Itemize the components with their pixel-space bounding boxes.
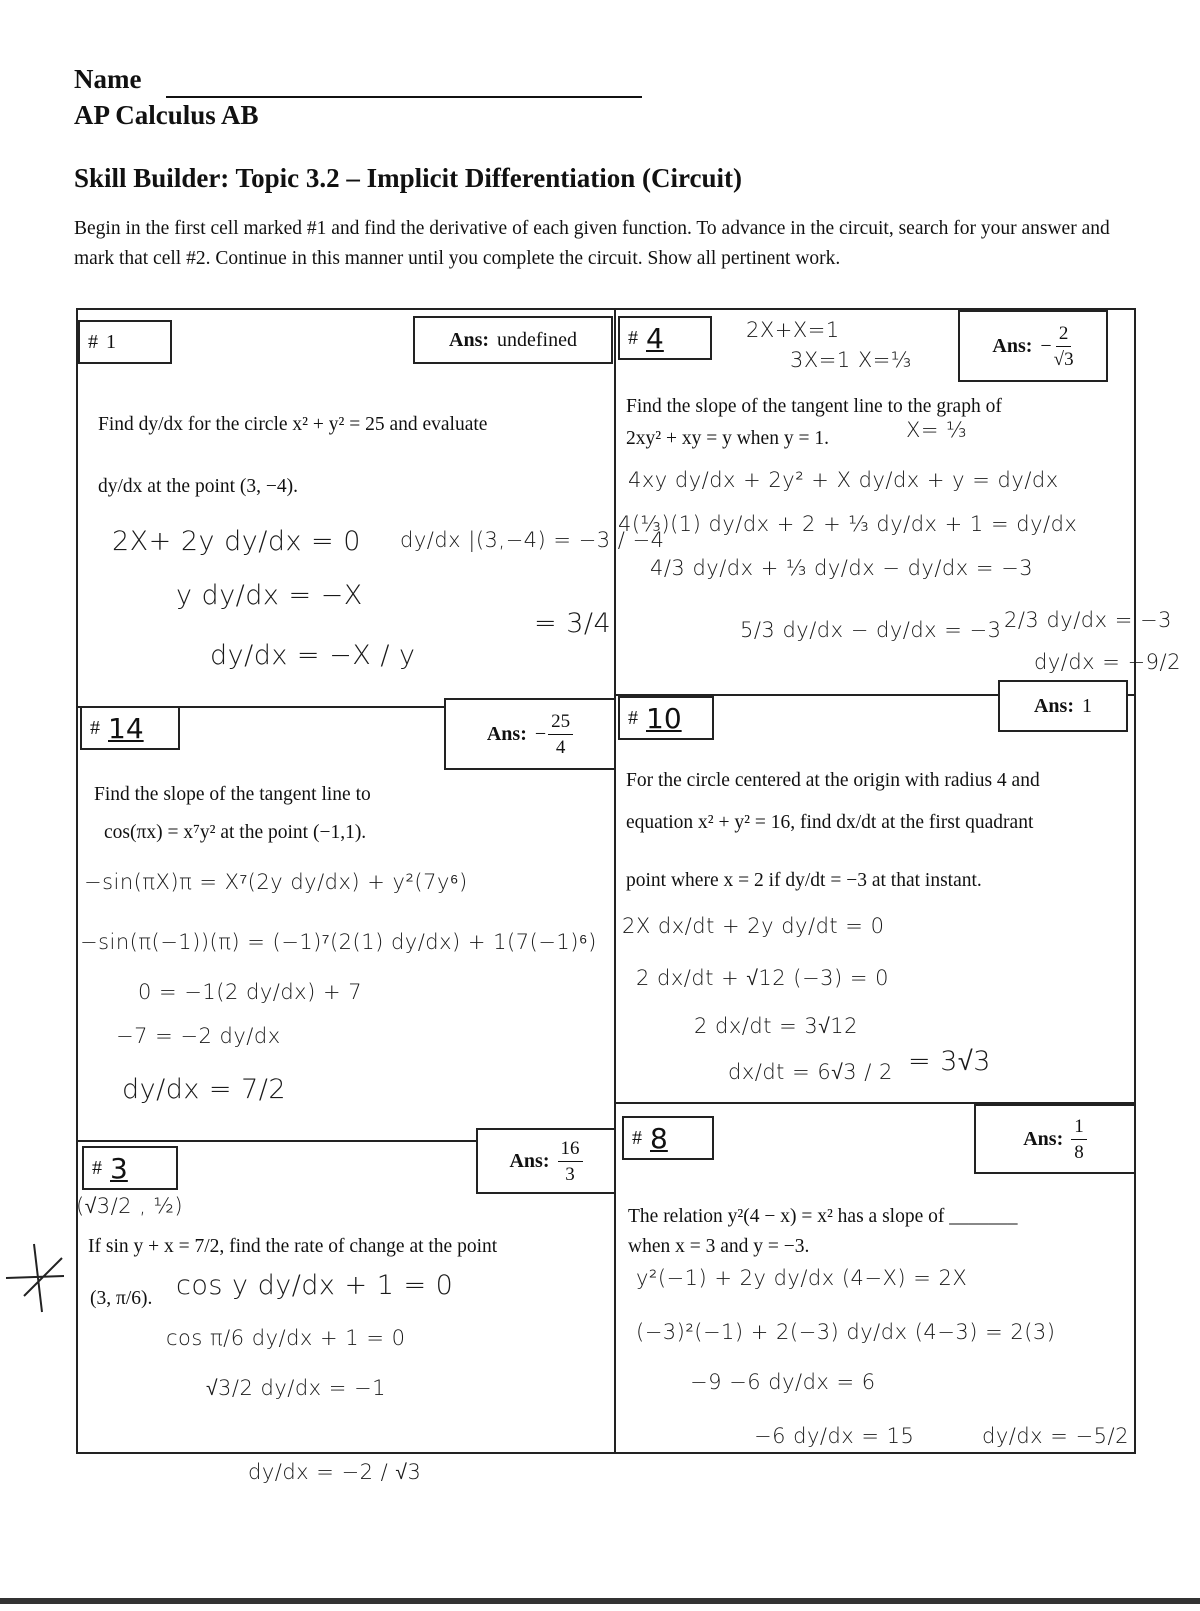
cell-4-note-3: X= ⅓ <box>906 418 968 442</box>
hash-sign: # <box>628 326 638 349</box>
cell-4-number <box>618 316 712 360</box>
cell-4-work-2: 4(⅓)(1) dy/dx + 2 + ⅓ dy/dx + 1 = dy/dx <box>618 512 1078 536</box>
ans-numerator: 25 <box>548 712 573 735</box>
cell-4-note-2: 3X=1 X=⅓ <box>790 348 912 372</box>
cell-10-work-3: 2 dx/dt = 3√12 <box>694 1014 858 1038</box>
ans-denominator: 8 <box>1074 1141 1084 1163</box>
cell-3-work-2: cos π/6 dy/dx + 1 = 0 <box>166 1326 406 1350</box>
cell-3-work-1: cos y dy/dx + 1 = 0 <box>176 1270 454 1301</box>
cell-4-problem-line1: Find the slope of the tangent line to the graph of <box>626 396 1002 417</box>
cell-14-work-5: dy/dx = 7/2 <box>122 1074 287 1105</box>
cell-number-value: 14 <box>108 711 144 745</box>
cell-4-work-5: 2/3 dy/dx = −3 <box>1004 608 1172 632</box>
cell-3-answer <box>476 1128 616 1194</box>
cell-1-work-1: 2X+ 2y dy/dx = 0 <box>112 526 361 557</box>
ans-value <box>1071 1117 1087 1162</box>
cell-14-work-2: −sin(π(−1))(π) = (−1)⁷(2(1) dy/dx) + 1(7(−1)⁶) <box>80 930 597 954</box>
cell-10-work-1: 2X dx/dt + 2y dy/dt = 0 <box>622 914 885 938</box>
ans-label: Ans: <box>992 334 1033 357</box>
cell-4-work-4: 5/3 dy/dx − dy/dx = −3 <box>740 618 1002 642</box>
cell-10-problem-line1: For the circle centered at the origin with radius 4 and <box>626 770 1040 791</box>
ans-denominator: 3 <box>565 1163 575 1185</box>
cell-number-value: 1 <box>106 330 116 353</box>
cell-1-work-3: dy/dx = −X / y <box>210 640 416 671</box>
cell-3-point: (3, π/6). <box>90 1288 153 1309</box>
cell-1-work-2: y dy/dx = −X <box>176 580 363 611</box>
hash-sign: # <box>628 706 638 729</box>
ans-denominator: √3 <box>1053 348 1074 370</box>
hash-sign: # <box>88 330 98 353</box>
ans-numerator: 16 <box>558 1139 583 1162</box>
cell-1-work-4: dy/dx |(3,−4) = −3 / −4 <box>400 528 665 552</box>
cell-4-answer <box>958 310 1108 382</box>
ans-value: − $\frac{2}{√3}$ <box>1040 322 1074 370</box>
worksheet-title: Skill Builder: Topic 3.2 – Implicit Differentiation (Circuit) <box>74 163 743 193</box>
cell-14-work-4: −7 = −2 dy/dx <box>116 1024 281 1048</box>
ans-denominator: 4 <box>555 736 566 758</box>
ans-value: undefined <box>497 328 577 351</box>
cell-4-work-3: 4/3 dy/dx + ⅓ dy/dx − dy/dx = −3 <box>650 556 1034 580</box>
cell-14-problem-line1: Find the slope of the tangent line to <box>94 784 371 805</box>
cell-14-work-3: 0 = −1(2 dy/dx) + 7 <box>138 980 363 1004</box>
course-title: AP Calculus AB <box>74 100 259 130</box>
cell-8-work-5: dy/dx = −5/2 <box>982 1424 1129 1448</box>
ans-value: 1 <box>1082 694 1092 717</box>
cell-14-problem-line2: cos(πx) = x⁷y² at the point (−1,1). <box>104 822 367 843</box>
cell-4-work-6: dy/dx = −9/2 <box>1034 650 1181 674</box>
ans-label: Ans: <box>486 722 527 745</box>
cell-10-number <box>618 696 714 740</box>
cell-8-problem-line2: when x = 3 and y = −3. <box>628 1236 810 1257</box>
cell-14-number <box>80 706 180 750</box>
cell-number-value: 3 <box>110 1151 128 1185</box>
ans-label: Ans: <box>449 328 490 351</box>
cell-4-work-1: 4xy dy/dx + 2y² + X dy/dx + y = dy/dx <box>628 468 1059 492</box>
cell-number-value: 10 <box>646 701 682 735</box>
cell-1-work-5: = 3/4 <box>534 608 612 639</box>
ans-label: Ans: <box>1023 1127 1064 1150</box>
cell-8-answer <box>974 1104 1136 1174</box>
cell-1-problem-line2: dy/dx at the point (3, −4). <box>98 476 299 497</box>
ans-value <box>558 1139 583 1184</box>
cell-4-problem-line2: 2xy² + xy = y when y = 1. <box>626 428 829 449</box>
cell-8-work-2: (−3)²(−1) + 2(−3) dy/dx (4−3) = 2(3) <box>636 1320 1056 1344</box>
cell-8-work-3: −9 −6 dy/dx = 6 <box>690 1370 876 1394</box>
cell-3-number <box>82 1146 178 1190</box>
cell-3-work-4: dy/dx = −2 / √3 <box>248 1460 422 1484</box>
cell-14-work-1: −sin(πX)π = X⁷(2y dy/dx) + y²(7y⁶) <box>84 870 468 894</box>
cell-1-problem-line1: Find dy/dx for the circle x² + y² = 25 and evaluate <box>98 414 488 435</box>
cell-3-problem-line1: If sin y + x = 7/2, find the rate of change at the point <box>88 1236 498 1257</box>
cell-10-problem-line3: point where x = 2 if dy/dt = −3 at that instant. <box>626 870 982 891</box>
ans-numerator: 1 <box>1071 1117 1087 1140</box>
ans-numerator: 2 <box>1056 324 1072 347</box>
cell-10-work-2: 2 dx/dt + √12 (−3) = 0 <box>636 966 889 990</box>
ans-value: − $\frac{25}{4}$ <box>535 712 573 757</box>
name-label: Name <box>74 64 142 94</box>
page-bottom-edge <box>0 1598 1200 1604</box>
cell-8-work-1: y²(−1) + 2y dy/dx (4−X) = 2X <box>636 1266 968 1290</box>
cell-3-note-1: (√3/2 , ½) <box>76 1194 184 1218</box>
cell-14-answer <box>444 698 616 770</box>
cell-1-number <box>78 320 172 364</box>
ans-label: Ans: <box>1033 694 1074 717</box>
checkmark-icon <box>4 1236 74 1316</box>
hash-sign: # <box>92 1156 102 1179</box>
grid-divider-vertical <box>614 308 616 1454</box>
cell-10-answer <box>998 680 1128 732</box>
cell-8-work-4: −6 dy/dx = 15 <box>754 1424 915 1448</box>
cell-8-problem-line1: The relation y²(4 − x) = x² has a slope of _______ <box>628 1206 1018 1227</box>
name-line <box>166 96 642 98</box>
hash-sign: # <box>90 716 100 739</box>
cell-10-work-4: dx/dt = 6√3 / 2 <box>728 1060 893 1084</box>
cell-number-value: 4 <box>646 321 664 355</box>
ans-label: Ans: <box>509 1149 550 1172</box>
cell-4-note-1: 2X+X=1 <box>746 318 840 342</box>
cell-10-work-5: = 3√3 <box>908 1046 991 1077</box>
hash-sign: # <box>632 1126 642 1149</box>
cell-3-work-3: √3/2 dy/dx = −1 <box>206 1376 386 1400</box>
cell-number-value: 8 <box>650 1121 668 1155</box>
cell-1-answer <box>413 316 613 364</box>
cell-10-problem-line2: equation x² + y² = 16, find dx/dt at the first quadrant <box>626 812 1034 833</box>
cell-8-number <box>622 1116 714 1160</box>
instructions: Begin in the first cell marked #1 and find the derivative of each given function. To advance in the circuit, search for your answer and mark that cell #2. Continue in this manner until you complete the circuit. Show all pertinent work. <box>74 218 1110 269</box>
